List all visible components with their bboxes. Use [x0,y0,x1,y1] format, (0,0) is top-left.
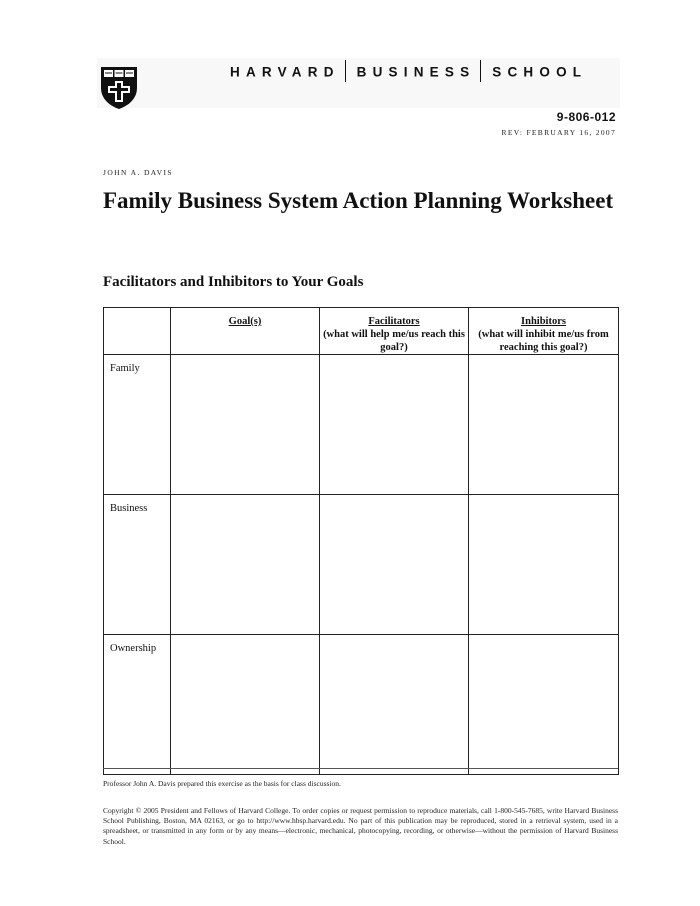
column-header-label: Goal(s) [228,316,262,327]
worksheet-row-ownership [104,635,619,775]
column-header-goals [171,308,320,355]
school-name [230,62,620,84]
document-title: Family Business System Action Planning Worksheet [103,188,614,213]
facilitators-cell[interactable] [320,495,469,635]
worksheet-table [103,307,619,775]
school-name-harvard: HARVARD [230,64,340,80]
column-header-subtitle: (what will inhibit me/us from reaching this goal?) [478,329,609,353]
column-header-subtitle: (what will help me/us reach this goal?) [323,329,465,353]
worksheet-header-row [104,308,619,355]
inhibitors-cell[interactable] [469,635,619,775]
school-name-divider [345,60,346,82]
worksheet-row-family [104,355,619,495]
harvard-shield-logo [100,66,138,110]
footnote: Professor John A. Davis prepared this exercise as the basis for class discussion. [103,779,341,788]
facilitators-cell[interactable] [320,635,469,775]
school-name-school: SCHOOL [492,64,588,80]
column-header-facilitators [320,308,469,355]
author-name: JOHN A. DAVIS [103,168,173,177]
goals-cell[interactable] [171,495,320,635]
worksheet-row-business [104,495,619,635]
revision-date: REV: FEBRUARY 16, 2007 [501,128,616,137]
column-header-label: Inhibitors [521,316,566,327]
school-name-business: BUSINESS [356,64,476,80]
goals-cell[interactable] [171,635,320,775]
row-label: Business [104,495,171,635]
column-header-label: Facilitators [368,316,420,327]
corner-cell [104,308,171,355]
inhibitors-cell[interactable] [469,355,619,495]
facilitators-cell[interactable] [320,355,469,495]
footer-divider [103,768,618,769]
goals-cell[interactable] [171,355,320,495]
case-number: 9-806-012 [556,110,616,124]
row-label: Family [104,355,171,495]
copyright-notice: Copyright © 2005 President and Fellows of Harvard College. To order copies or request permission to reproduce materials, call 1-800-545-7685, write Harvard Business School Publishing, Boston, MA 02163, or go to http://www.hbsp.harvard.edu. No part of this publication may be reproduced, stored in a retrieval system, used in a spreadsheet, or transmitted in any form or by any means—electronic, mechanical, photocopying, recording, or otherwise—without the permission of Harvard Business School. [103,806,618,846]
section-heading: Facilitators and Inhibitors to Your Goals [103,274,364,290]
row-label: Ownership [104,635,171,775]
column-header-inhibitors [469,308,619,355]
school-name-divider [480,60,481,82]
inhibitors-cell[interactable] [469,495,619,635]
